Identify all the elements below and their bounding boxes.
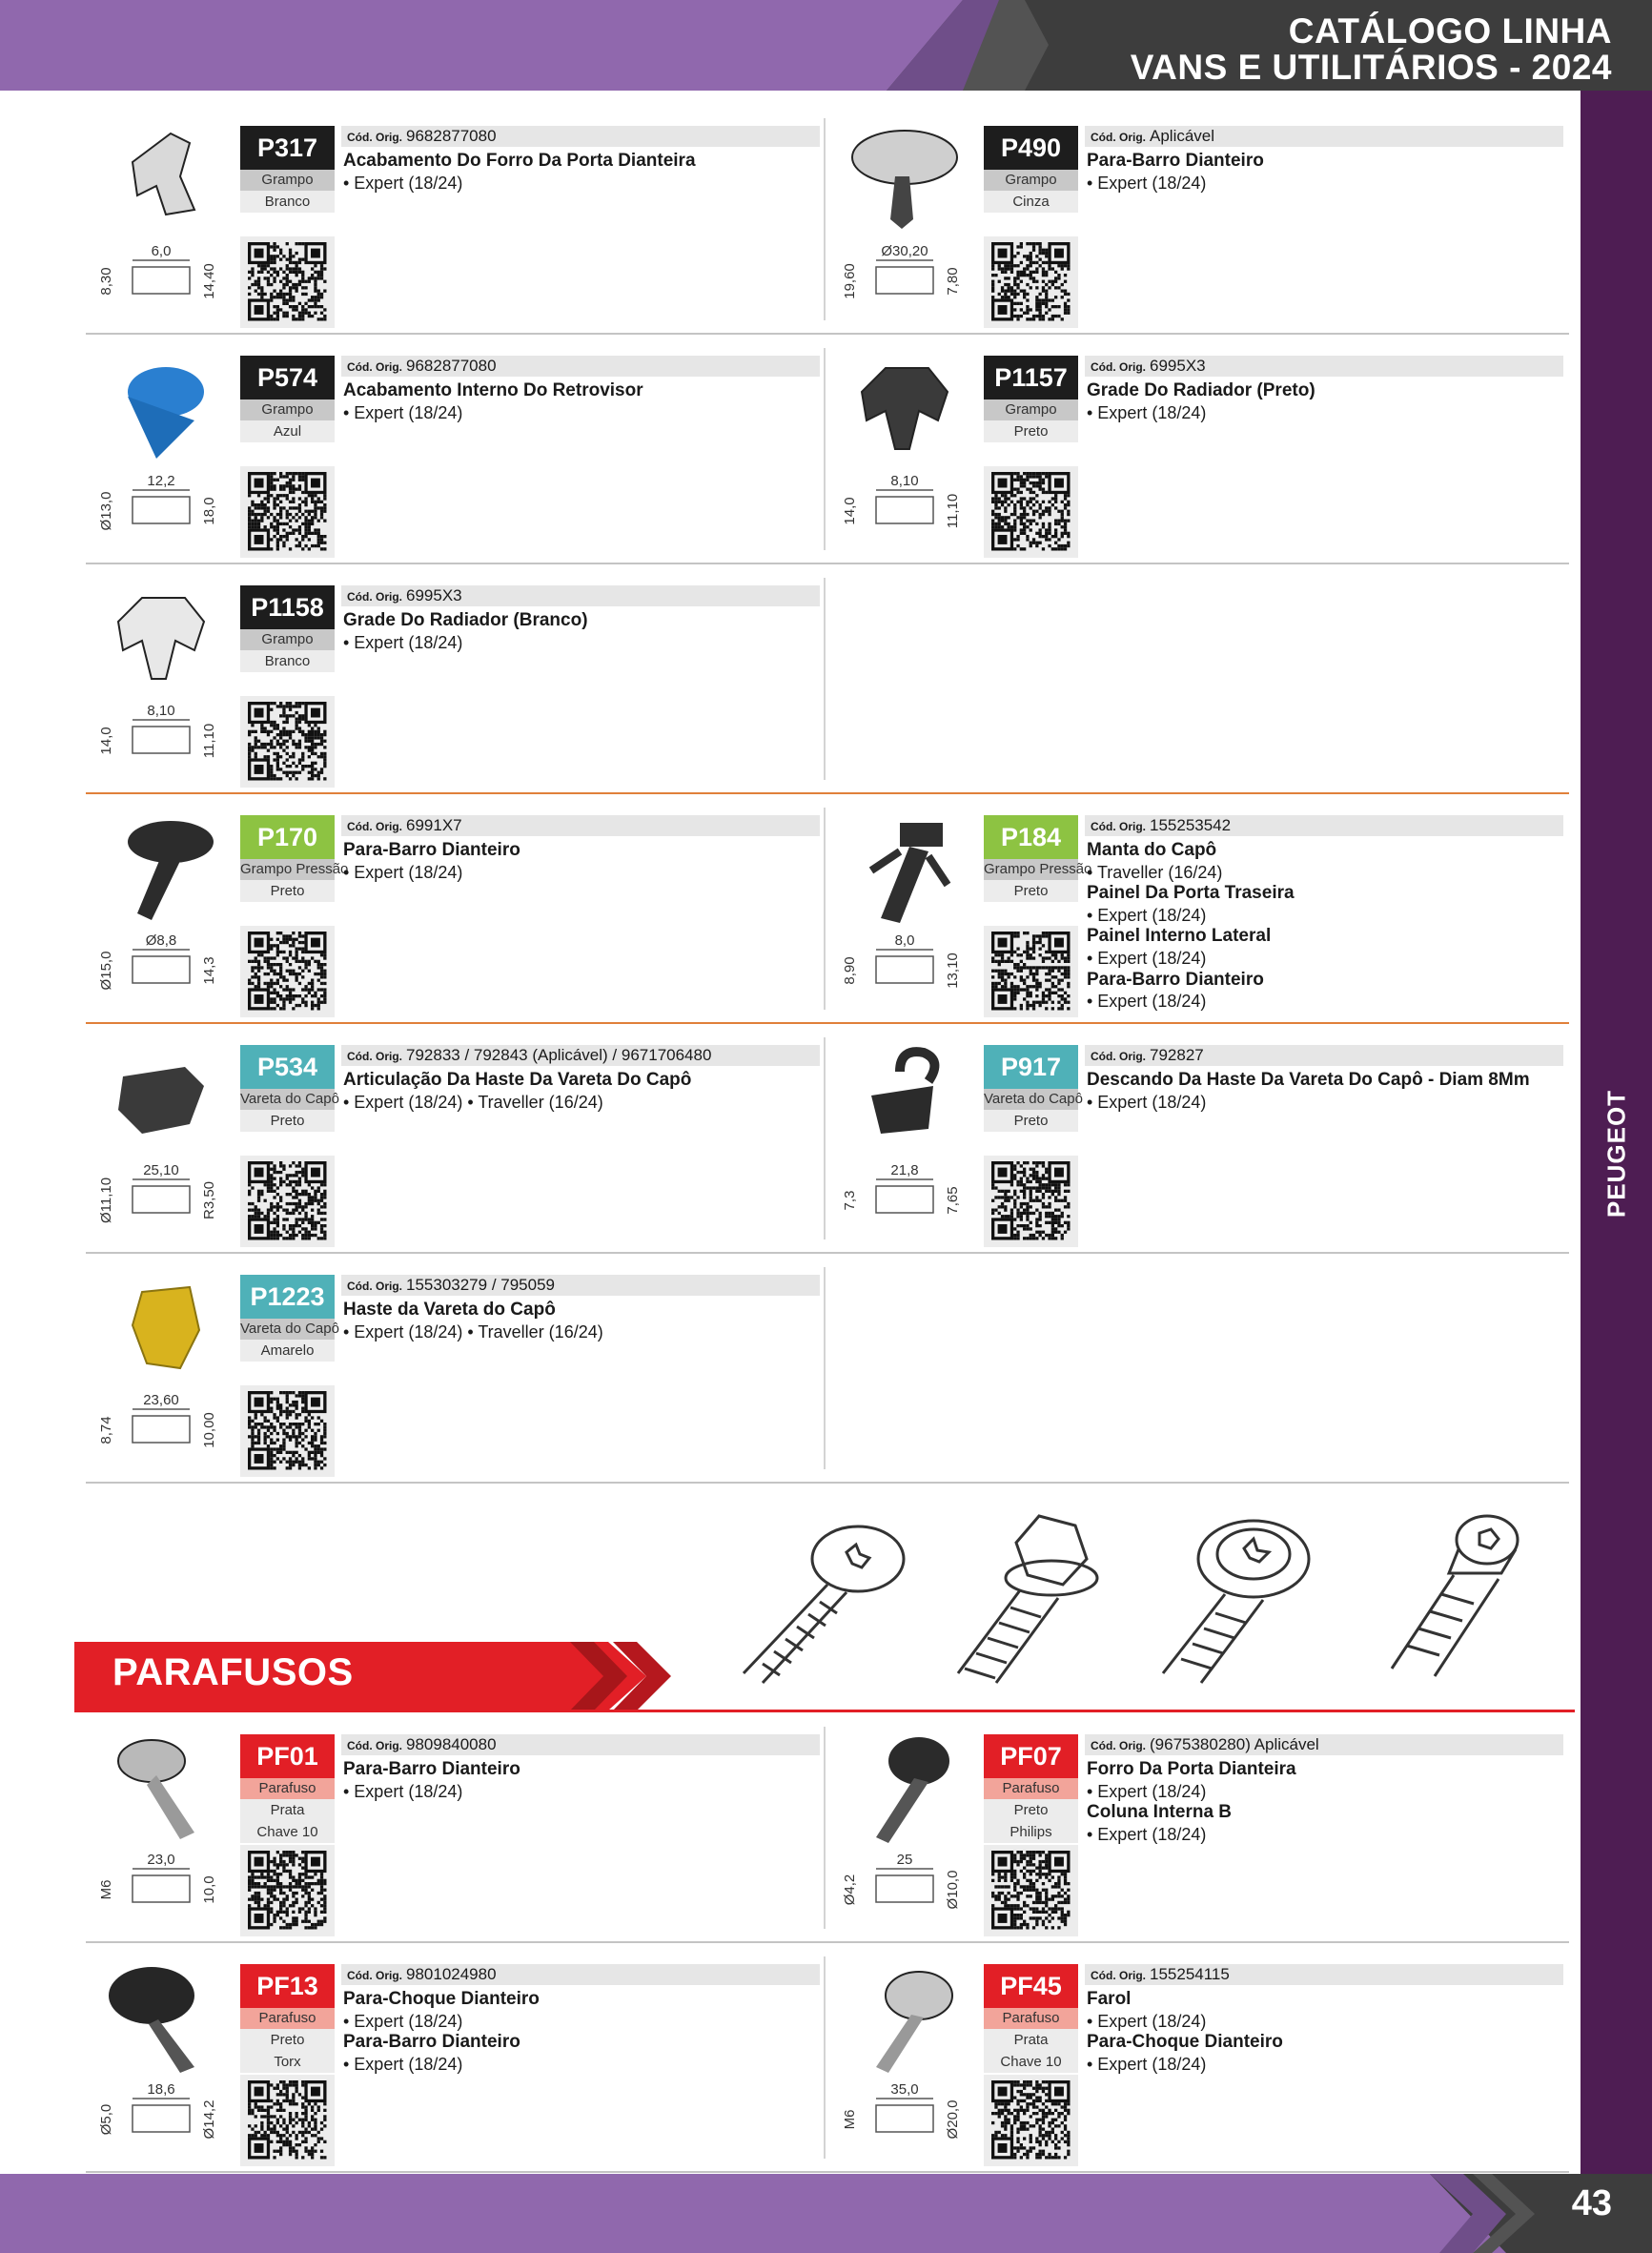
product-detail: Prata	[240, 1799, 335, 1821]
original-code-value: 6995X3	[406, 586, 462, 604]
product-card	[86, 1024, 826, 1253]
application-list	[1087, 1989, 1561, 2075]
product-badge	[240, 1045, 339, 1132]
grey-push-rivet-icon	[843, 124, 986, 310]
qr-pattern	[991, 472, 1071, 551]
product-card	[829, 1713, 1569, 1942]
original-code-bar	[341, 815, 820, 836]
dimension-label: 11,10	[201, 723, 217, 759]
dimension-label: 14,0	[842, 497, 858, 525]
application-title: Para-Barro Dianteiro	[343, 2032, 520, 2053]
column-divider	[824, 1956, 826, 2159]
qr-code[interactable]	[984, 466, 1078, 558]
product-detail: Chave 10	[984, 2051, 1078, 2073]
application-title: Haste da Vareta do Capô	[343, 1300, 556, 1320]
product-type: Parafuso	[240, 2008, 335, 2029]
product-detail: Chave 10	[240, 1821, 335, 1843]
application-vehicle: • Expert (18/24)	[343, 1781, 463, 1801]
original-code-value: 792833 / 792843 (Aplicável) / 9671706480	[406, 1046, 712, 1064]
dimension-label: 10,0	[201, 1875, 217, 1904]
dimension-label: Ø14,2	[201, 2099, 217, 2140]
product-detail: Philips	[984, 1821, 1078, 1843]
silver-washer-screw-icon	[843, 1962, 986, 2148]
qr-code[interactable]	[984, 1156, 1078, 1247]
dimension-label: Ø10,0	[945, 1870, 961, 1910]
original-code-label: Cód. Orig.	[347, 590, 402, 604]
application-vehicle: • Traveller (16/24)	[1087, 862, 1223, 882]
product-detail: Preto	[240, 1110, 335, 1132]
product-code: P490	[984, 126, 1078, 170]
blue-clip-icon	[99, 354, 242, 540]
product-card	[86, 1713, 826, 1942]
application-list	[343, 1070, 818, 1113]
application-vehicle: • Expert (18/24)	[343, 402, 463, 422]
brand-label: PEUGEOT	[1601, 1089, 1630, 1219]
product-badge	[240, 1275, 339, 1362]
dimension-label: 23,60	[143, 1392, 179, 1408]
product-card	[829, 105, 1569, 334]
application-title: Para-Choque Dianteiro	[343, 1989, 540, 2009]
application-vehicle: • Expert (18/24)	[1087, 2054, 1207, 2074]
product-code: P184	[984, 815, 1078, 859]
original-code-bar	[1085, 356, 1563, 377]
product-type: Grampo	[240, 399, 335, 420]
catalog-title	[1131, 13, 1612, 86]
product-card	[829, 1943, 1569, 2172]
qr-code[interactable]	[240, 696, 335, 788]
dimension-label: 23,0	[147, 1852, 175, 1868]
application-title: Coluna Interna B	[1087, 1802, 1233, 1823]
application-vehicle: • Expert (18/24)	[1087, 2011, 1207, 2031]
product-badge	[240, 126, 335, 213]
qr-pattern	[248, 1161, 327, 1240]
product-badge	[240, 356, 335, 442]
page-number: 43	[1571, 2183, 1612, 2223]
qr-pattern	[991, 1161, 1071, 1240]
dimension-label: R3,50	[201, 1180, 217, 1220]
product-badge	[240, 585, 335, 672]
column-divider	[824, 1727, 826, 1929]
original-code-value: 155254115	[1150, 1965, 1230, 1983]
dimension-label: Ø4,2	[842, 1874, 858, 1906]
black-torx-screw-icon	[99, 1962, 242, 2148]
qr-pattern	[248, 472, 327, 551]
dimension-label: 11,10	[945, 493, 961, 529]
original-code-bar	[341, 1734, 820, 1755]
dimension-label: Ø30,20	[881, 243, 928, 259]
qr-code[interactable]	[240, 1845, 335, 1936]
original-code-value: 155253542	[1150, 816, 1232, 834]
dimension-label: 8,30	[98, 267, 114, 296]
product-type: Grampo	[240, 629, 335, 650]
product-badge	[984, 815, 1092, 902]
application-title: Para-Barro Dianteiro	[343, 840, 520, 860]
product-type: Grampo	[984, 399, 1078, 420]
original-code-value: (9675380280) Aplicável	[1150, 1735, 1319, 1753]
original-code-bar	[1085, 815, 1563, 836]
dimension-label: 7,80	[945, 267, 961, 296]
application-title: Para-Barro Dianteiro	[1087, 151, 1264, 171]
original-code-label: Cód. Orig.	[1091, 131, 1146, 144]
qr-pattern	[248, 242, 327, 321]
column-divider	[824, 808, 826, 1010]
application-title: Painel Da Porta Traseira	[1087, 883, 1295, 904]
dimension-label: Ø20,0	[945, 2099, 961, 2140]
original-code-bar	[1085, 1734, 1563, 1755]
original-code-value: 155303279 / 795059	[406, 1276, 555, 1294]
dimension-label: M6	[842, 2109, 858, 2130]
product-type: Grampo	[984, 170, 1078, 191]
dimension-label: Ø13,0	[98, 491, 114, 531]
product-card	[829, 794, 1569, 1023]
dimension-label: 14,3	[201, 956, 217, 985]
product-detail: Preto	[984, 1799, 1078, 1821]
product-detail: Azul	[240, 420, 335, 442]
product-detail: Preto	[984, 420, 1078, 442]
qr-code[interactable]	[984, 236, 1078, 328]
black-philips-screw-icon	[843, 1732, 986, 1918]
white-radiator-clip-icon	[99, 584, 242, 769]
product-card	[86, 794, 826, 1023]
application-vehicle: • Expert (18/24)	[1087, 905, 1207, 925]
dimension-label: 14,0	[98, 727, 114, 755]
socket-cap-screw-icon	[1392, 1516, 1518, 1676]
product-code: P1157	[984, 356, 1078, 399]
section-rule	[74, 1710, 1575, 1712]
product-card	[829, 1024, 1569, 1253]
original-code-label: Cód. Orig.	[347, 1739, 402, 1752]
application-vehicle: • Expert (18/24)	[1087, 1781, 1207, 1801]
original-code-label: Cód. Orig.	[347, 1280, 402, 1293]
qr-pattern	[248, 1391, 327, 1470]
row-divider	[86, 792, 1569, 794]
original-code-bar	[341, 1045, 820, 1066]
dimension-label: Ø11,10	[98, 1177, 114, 1224]
original-code-label: Cód. Orig.	[347, 1969, 402, 1982]
product-code: P534	[240, 1045, 335, 1089]
product-badge	[984, 1045, 1083, 1132]
dimension-label: 14,40	[201, 263, 217, 299]
original-code-label: Cód. Orig.	[1091, 360, 1146, 374]
original-code-label: Cód. Orig.	[347, 131, 402, 144]
original-code-label: Cód. Orig.	[347, 360, 402, 374]
application-list	[343, 1759, 818, 1802]
qr-code[interactable]	[240, 2075, 335, 2166]
application-title: Grade Do Radiador (Branco)	[343, 610, 588, 630]
black-push-pin-icon	[99, 813, 242, 999]
product-detail: Amarelo	[240, 1340, 335, 1362]
original-code-label: Cód. Orig.	[1091, 1739, 1146, 1752]
application-list	[343, 380, 818, 423]
product-type: Grampo Pressão	[240, 859, 335, 880]
original-code-value: 9809840080	[406, 1735, 497, 1753]
product-detail: Preto	[240, 880, 335, 902]
application-title: Articulação Da Haste Da Vareta Do Capô	[343, 1070, 692, 1090]
dimension-label: 8,10	[147, 703, 175, 719]
product-detail: Cinza	[984, 191, 1078, 213]
dimension-label: 8,10	[890, 473, 919, 489]
qr-pattern	[991, 242, 1071, 321]
original-code-value: 792827	[1150, 1046, 1204, 1064]
row-divider	[86, 1252, 1569, 1254]
application-vehicle: • Expert (18/24)	[343, 2011, 463, 2031]
catalog-title-line2: VANS E UTILITÁRIOS - 2024	[1130, 48, 1612, 87]
brand-tab	[1581, 1068, 1652, 1239]
white-clip-icon	[99, 124, 242, 310]
hex-flange-screw-icon	[958, 1516, 1097, 1683]
original-code-label: Cód. Orig.	[1091, 820, 1146, 833]
column-divider	[824, 1037, 826, 1239]
original-code-value: 6991X7	[406, 816, 462, 834]
dimension-label: 19,60	[842, 263, 858, 299]
row-divider	[86, 1941, 1569, 1943]
qr-code[interactable]	[240, 466, 335, 558]
product-detail: Preto	[240, 2029, 335, 2051]
product-detail: Prata	[984, 2029, 1078, 2051]
original-code-value: 9682877080	[406, 127, 497, 145]
product-code: P1223	[240, 1275, 335, 1319]
row-divider	[86, 2171, 1569, 2173]
original-code-bar	[341, 356, 820, 377]
application-vehicle: • Expert (18/24)	[343, 173, 463, 193]
application-list	[343, 151, 818, 194]
column-divider	[824, 1267, 826, 1469]
original-code-value: 6995X3	[1150, 357, 1206, 375]
product-type: Vareta do Capô	[240, 1319, 335, 1340]
product-card	[86, 335, 826, 563]
application-title: Farol	[1087, 1989, 1132, 2009]
product-detail: Preto	[984, 880, 1078, 902]
qr-pattern	[991, 2080, 1071, 2160]
dimension-label: 25,10	[143, 1162, 179, 1178]
original-code-bar	[341, 585, 820, 606]
application-title: Para-Barro Dianteiro	[343, 1759, 520, 1779]
product-type: Vareta do Capô	[240, 1089, 335, 1110]
dimension-label: 8,90	[842, 956, 858, 985]
application-title: Acabamento Interno Do Retrovisor	[343, 380, 643, 400]
product-code: P170	[240, 815, 335, 859]
application-vehicle: • Expert (18/24) • Traveller (16/24)	[343, 1321, 603, 1342]
application-list	[1087, 840, 1561, 1013]
application-vehicle: • Expert (18/24)	[1087, 173, 1207, 193]
dimension-label: 25	[896, 1852, 913, 1868]
product-badge	[240, 1734, 335, 1843]
application-vehicle: • Expert (18/24)	[1087, 1092, 1207, 1112]
application-list	[343, 1989, 818, 2075]
application-list	[1087, 1070, 1561, 1113]
dimension-label: 7,3	[842, 1190, 858, 1211]
dimension-label: 18,6	[147, 2081, 175, 2098]
application-vehicle: • Expert (18/24)	[1087, 992, 1207, 1012]
product-code: P574	[240, 356, 335, 399]
product-card	[829, 335, 1569, 563]
original-code-label: Cód. Orig.	[347, 820, 402, 833]
pan-head-screw-icon	[744, 1526, 904, 1683]
qr-pattern	[248, 2080, 327, 2160]
row-divider	[86, 563, 1569, 564]
qr-pattern	[248, 702, 327, 781]
row-divider	[86, 1482, 1569, 1484]
dimension-label: 35,0	[890, 2081, 919, 2098]
application-list	[343, 610, 818, 653]
dimension-label: 6,0	[151, 243, 172, 259]
qr-code[interactable]	[984, 1845, 1078, 1936]
original-code-value: 9682877080	[406, 357, 497, 375]
column-divider	[824, 578, 826, 780]
dimension-label: 10,00	[201, 1412, 217, 1448]
row-divider	[86, 333, 1569, 335]
dimension-label: Ø8,8	[145, 932, 177, 949]
torx-washer-screw-icon	[1163, 1521, 1309, 1683]
product-badge	[984, 1964, 1078, 2073]
application-list	[1087, 151, 1561, 194]
section-title: PARAFUSOS	[112, 1651, 354, 1693]
dimension-label: 7,65	[945, 1186, 961, 1215]
application-list	[343, 1300, 818, 1342]
product-card	[86, 1254, 826, 1483]
product-badge	[240, 815, 349, 902]
product-detail: Branco	[240, 191, 335, 213]
dimension-label: 12,2	[147, 473, 175, 489]
original-code-value: 9801024980	[406, 1965, 497, 1983]
application-vehicle: • Expert (18/24) • Traveller (16/24)	[343, 1092, 603, 1112]
original-code-label: Cód. Orig.	[347, 1050, 402, 1063]
product-type: Vareta do Capô	[984, 1089, 1078, 1110]
product-code: P317	[240, 126, 335, 170]
original-code-bar	[341, 126, 820, 147]
product-card	[86, 105, 826, 334]
black-radiator-clip-icon	[843, 354, 986, 540]
original-code-label: Cód. Orig.	[1091, 1969, 1146, 1982]
application-title: Descando Da Haste Da Vareta Do Capô - Diam 8Mm	[1087, 1070, 1530, 1090]
product-badge	[984, 356, 1078, 442]
product-badge	[240, 1964, 335, 2073]
product-code: PF45	[984, 1964, 1078, 2008]
product-code: PF13	[240, 1964, 335, 2008]
application-vehicle: • Expert (18/24)	[343, 632, 463, 652]
product-type: Parafuso	[240, 1778, 335, 1799]
dimension-label: 8,0	[894, 932, 915, 949]
dimension-label: 8,74	[98, 1416, 114, 1444]
product-code: PF01	[240, 1734, 335, 1778]
product-type: Grampo	[240, 170, 335, 191]
application-title: Para-Choque Dianteiro	[1087, 2032, 1283, 2053]
original-code-bar	[1085, 1045, 1563, 1066]
screw-illustrations	[724, 1506, 1563, 1697]
product-code: P1158	[240, 585, 335, 629]
product-detail: Branco	[240, 650, 335, 672]
qr-pattern	[248, 1851, 327, 1930]
product-type: Parafuso	[984, 2008, 1078, 2029]
application-vehicle: • Expert (18/24)	[1087, 1824, 1207, 1844]
catalog-title-line1: CATÁLOGO LINHA	[1288, 11, 1612, 51]
qr-pattern	[991, 932, 1071, 1011]
product-code: P917	[984, 1045, 1078, 1089]
product-detail: Torx	[240, 2051, 335, 2073]
row-divider	[86, 1022, 1569, 1024]
column-divider	[824, 348, 826, 550]
application-title: Forro Da Porta Dianteira	[1087, 1759, 1296, 1779]
dimension-label: 13,10	[945, 952, 961, 989]
hood-rod-pivot-icon	[99, 1043, 242, 1229]
original-code-bar	[1085, 1964, 1563, 1985]
application-title: Manta do Capô	[1087, 840, 1217, 860]
dimension-label: M6	[98, 1879, 114, 1900]
application-vehicle: • Expert (18/24)	[1087, 402, 1207, 422]
qr-code[interactable]	[240, 926, 335, 1017]
column-divider	[824, 118, 826, 320]
qr-code[interactable]	[240, 1156, 335, 1247]
qr-code[interactable]	[240, 1385, 335, 1477]
product-detail: Preto	[984, 1110, 1078, 1132]
product-card	[86, 564, 826, 793]
footer-bar	[0, 2174, 1652, 2253]
qr-pattern	[248, 932, 327, 1011]
qr-code[interactable]	[240, 236, 335, 328]
application-list	[1087, 1759, 1561, 1845]
dimension-label: 18,0	[201, 497, 217, 525]
dimension-label: Ø5,0	[98, 2103, 114, 2136]
product-type: Grampo Pressão	[984, 859, 1078, 880]
product-badge	[984, 126, 1078, 213]
original-code-bar	[1085, 126, 1563, 147]
product-code: PF07	[984, 1734, 1078, 1778]
qr-code[interactable]	[984, 2075, 1078, 2166]
black-fir-tree-clip-icon	[843, 813, 986, 999]
product-type: Parafuso	[984, 1778, 1078, 1799]
yellow-rod-clip-icon	[99, 1273, 242, 1459]
application-vehicle: • Expert (18/24)	[1087, 948, 1207, 968]
application-title: Grade Do Radiador (Preto)	[1087, 380, 1315, 400]
hood-rod-holder-icon	[843, 1043, 986, 1229]
application-title: Painel Interno Lateral	[1087, 926, 1272, 947]
product-badge	[984, 1734, 1078, 1843]
qr-pattern	[991, 1851, 1071, 1930]
product-card	[86, 1943, 826, 2172]
application-title: Para-Barro Dianteiro	[1087, 969, 1264, 990]
application-list	[343, 840, 818, 883]
application-list	[1087, 380, 1561, 423]
application-vehicle: • Expert (18/24)	[343, 2054, 463, 2074]
application-title: Acabamento Do Forro Da Porta Dianteira	[343, 151, 696, 171]
original-code-bar	[341, 1964, 820, 1985]
application-vehicle: • Expert (18/24)	[343, 862, 463, 882]
original-code-value: Aplicável	[1150, 127, 1215, 145]
original-code-bar	[341, 1275, 820, 1296]
silver-hex-screw-icon	[99, 1732, 242, 1918]
original-code-label: Cód. Orig.	[1091, 1050, 1146, 1063]
qr-code[interactable]	[984, 926, 1078, 1017]
dimension-label: 21,8	[890, 1162, 919, 1178]
dimension-label: Ø15,0	[98, 951, 114, 991]
